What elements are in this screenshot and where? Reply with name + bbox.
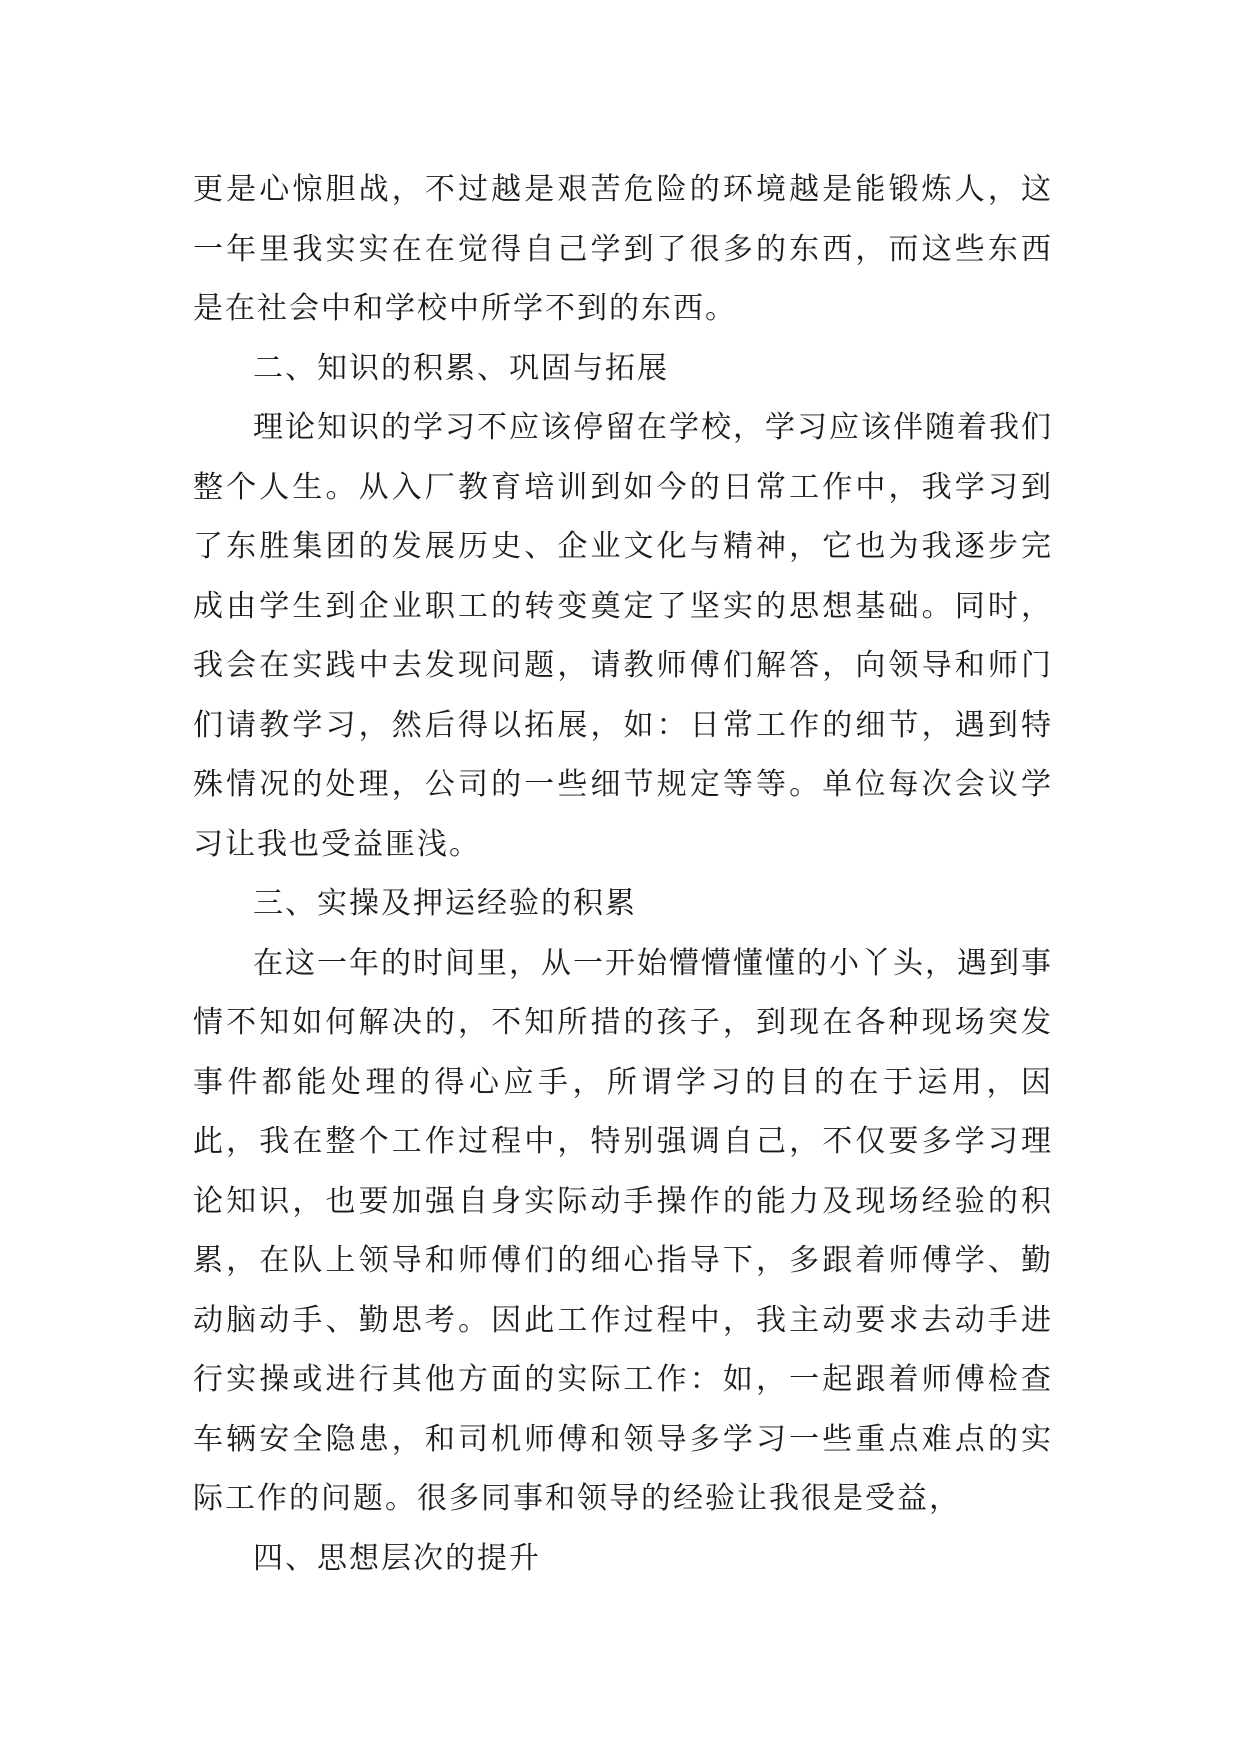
paragraph-knowledge: 理论知识的学习不应该停留在学校，学习应该伴随着我们整个人生。从入厂教育培训到如今的日常工作中，我学习到了东胜集团的发展历史、企业文化与精神，它也为我逐步完成由学生到企业职工的转变奠定了坚实的思想基础。同时，我会在实践中去发现问题，请教师傅们解答，向领导和师门们请教学习，然后得以拓展，如：日常工作的细节，遇到特殊情况的处理，公司的一些细节规定等等。单位每次会议学习让我也受益匪浅。 [193, 410, 1053, 862]
paragraph-continuation: 更是心惊胆战，不过越是艰苦危险的环境越是能锻炼人，这一年里我实实在在觉得自己学到了很多的东西，而这些东西是在社会中和学校中所学不到的东西。 [193, 172, 1053, 326]
section-heading-four: 四、思想层次的提升 [253, 1540, 541, 1576]
section-heading-three: 三、实操及押运经验的积累 [253, 886, 637, 921]
section-heading-two: 二、知识的积累、巩固与拓展 [253, 350, 669, 386]
paragraph-practice: 在这一年的时间里，从一开始懵懵懂懂的小丫头，遇到事情不知如何解决的，不知所措的孩子，到现在各种现场突发事件都能处理的得心应手，所谓学习的目的在于运用，因此，我在整个工作过程中，特别强调自己，不仅要多学习理论知识，也要加强自身实际动手操作的能力及现场经验的积累，在队上领导和师傅们的细心指导下，多跟着师傅学、勤动脑动手、勤思考。因此工作过程中，我主动要求去动手进行实操或进行其他方面的实际工作：如，一起跟着师傅检查车辆安全隐患，和司机师傅和领导多学习一些重点难点的实际工作的问题。很多同事和领导的经验让我很是受益， [193, 945, 1053, 1516]
document-body [193, 160, 1053, 1588]
